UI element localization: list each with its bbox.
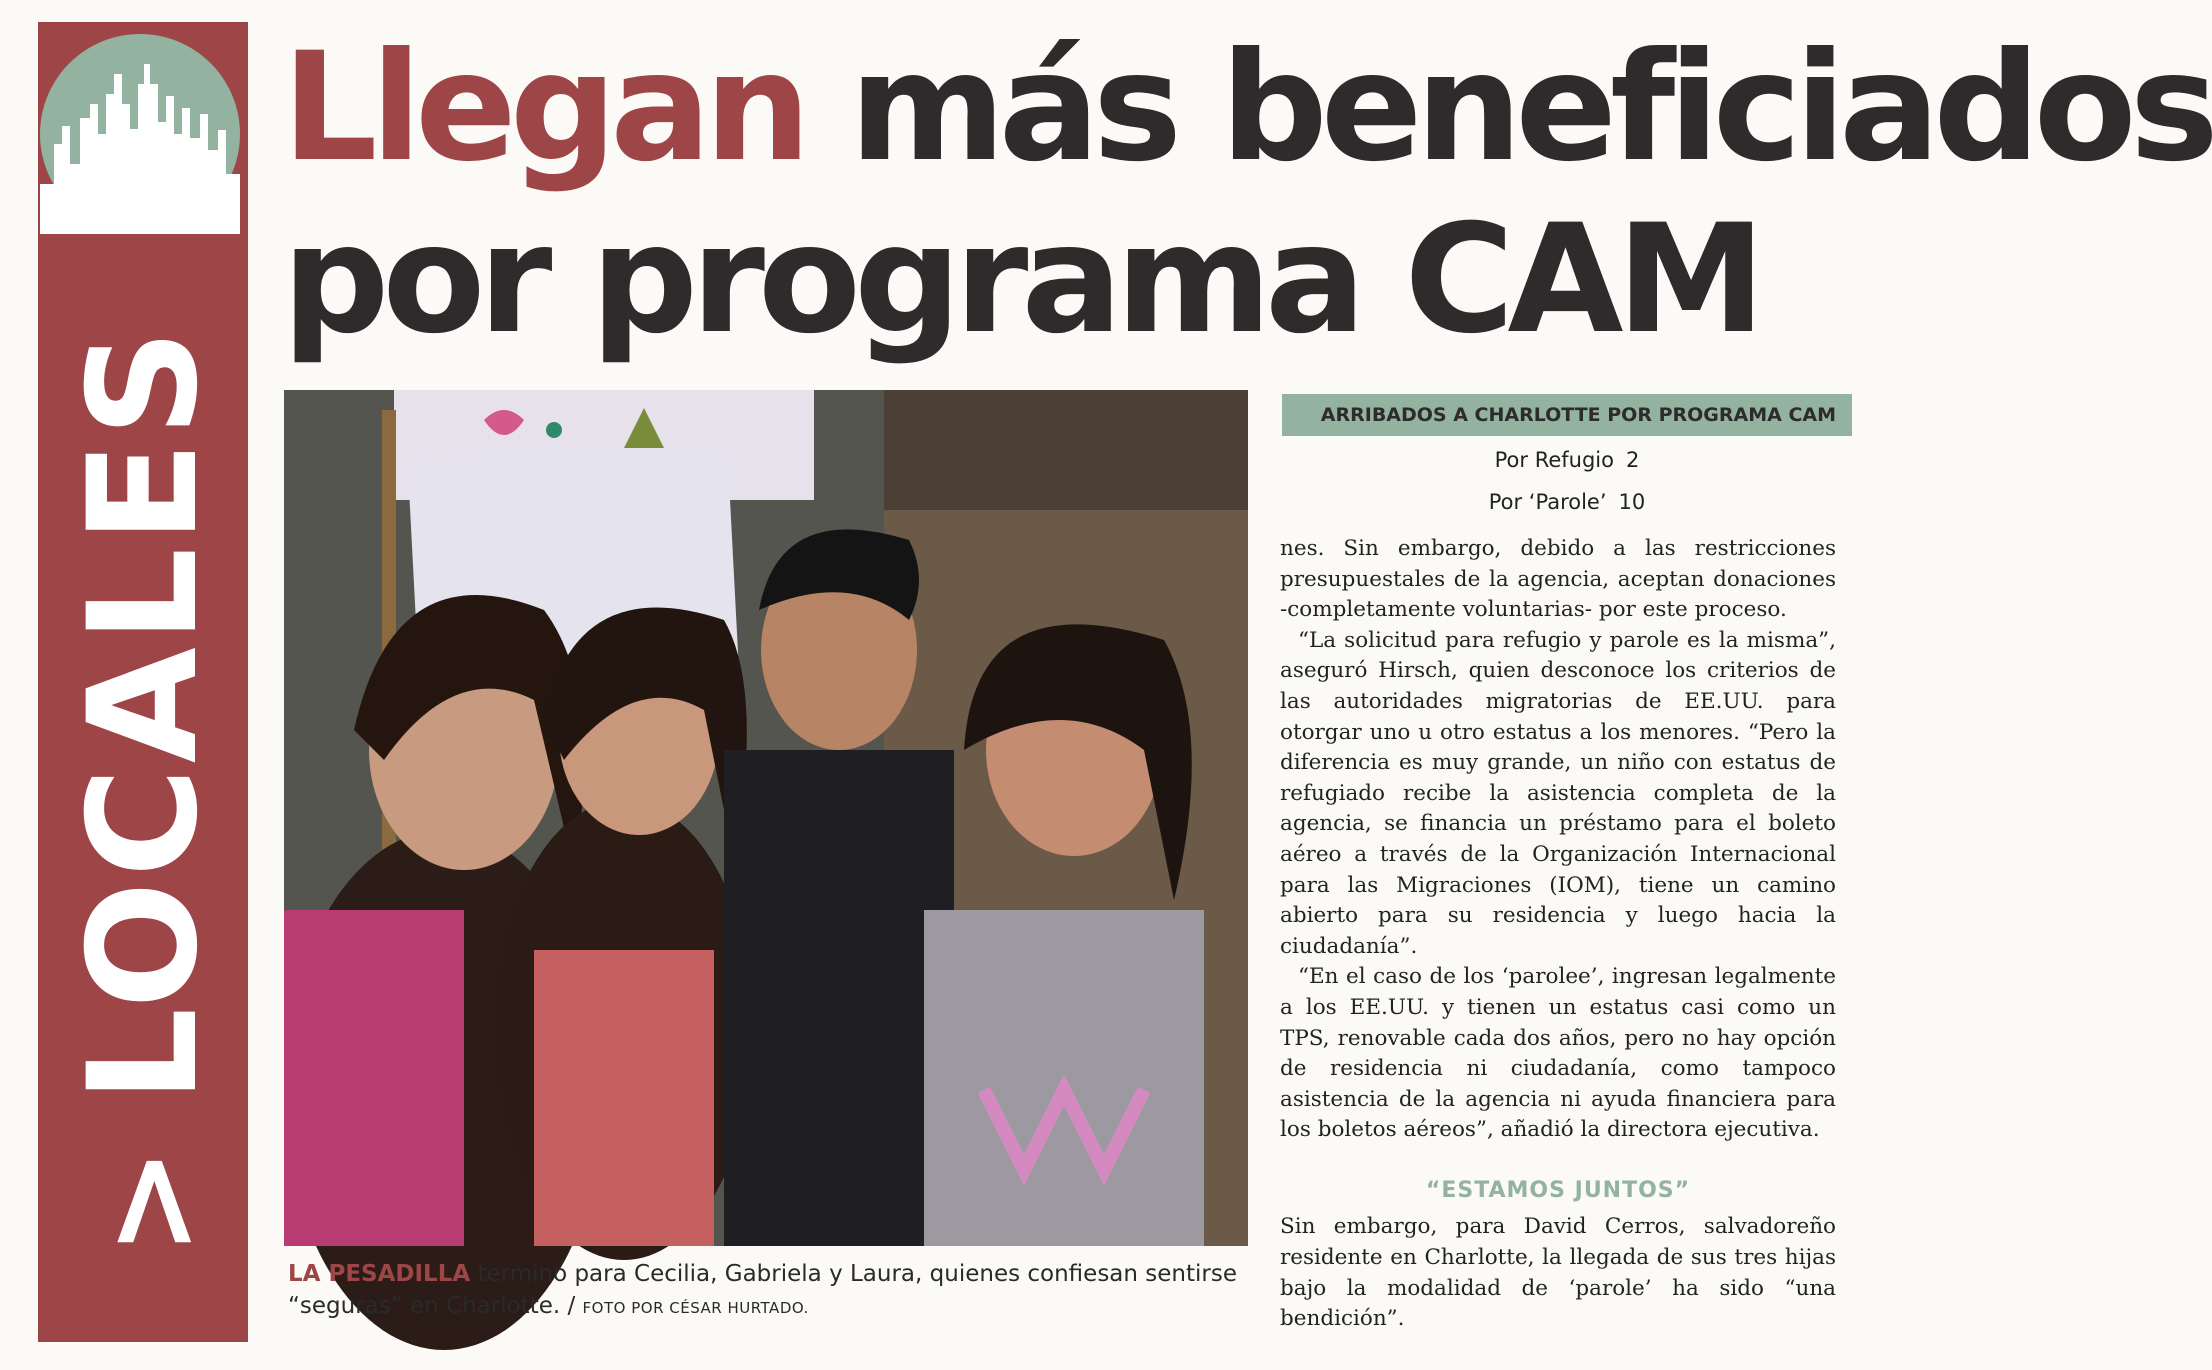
- body-paragraph: nes. Sin embargo, debido a las restricciones presupuestales de la agencia, aceptan donaciones -completamente voluntarias- por este proceso.: [1280, 536, 1836, 623]
- fact-value: 10: [1618, 490, 1646, 514]
- section-name: LOCALES: [57, 325, 231, 1104]
- headline: [282, 21, 2212, 367]
- fact-value: 2: [1625, 448, 1640, 472]
- body-paragraph: “La solicitud para refugio y parole es la misma”, aseguró Hirsch, quien desconoce los criterios de las autoridades migratorias de EE.UU. para otorgar uno u otro estatus a los menores. “Pero la diferencia es muy grande, un niño con estatus de refugiado recibe la asistencia completa de la agencia, se financia un préstamo para el boleto aéreo a través de la Organización Internacional para las Migraciones (IOM), tiene un camino abierto para su residencia y luego hacia la ciudadanía”.: [1280, 627, 1836, 959]
- fact-label: Por Refugio: [1494, 448, 1614, 472]
- fact-box-title: ARRIBADOS A CHARLOTTE POR PROGRAMA CAM: [1282, 394, 1852, 436]
- family-photo: [284, 390, 1248, 1246]
- city-skyline-icon: [40, 34, 240, 234]
- headline-rest: más beneficiados: [849, 21, 2212, 195]
- body-paragraph: “En el caso de los ‘parolee’, ingresan legalmente a los EE.UU. y tienen un estatus casi como un TPS, renovable cada dos años, pero no hay opción de residencia ni ciudadanía, como tampoco asistencia de la agencia ni ayuda financiera para los boletos aéreos”, añadió la directora ejecutiva.: [1280, 964, 1836, 1143]
- fact-label: Por ‘Parole’: [1488, 490, 1607, 514]
- headline-accent: Llegan: [282, 21, 805, 195]
- photo-caption: [288, 1258, 1258, 1324]
- article-body: [1280, 534, 1836, 1335]
- caption-lead: LA PESADILLA: [288, 1261, 471, 1287]
- headline-line-1: [282, 21, 2212, 195]
- headline-line-2: por programa CAM: [282, 193, 1759, 367]
- fact-row-refugio: [1282, 446, 1852, 474]
- photo-credit: FOTO POR CÉSAR HURTADO.: [582, 1299, 809, 1317]
- caption-text-2: “seguras” en Charlotte. /: [288, 1293, 576, 1319]
- chevron-right-icon: >: [74, 1143, 226, 1256]
- section-label: [46, 325, 248, 1256]
- caption-text-1: terminó para Cecilia, Gabriela y Laura, quienes confiesan sentirse: [477, 1261, 1237, 1287]
- body-paragraph: Sin embargo, para David Cerros, salvadoreño residente en Charlotte, la llegada de sus tres hijas bajo la modalidad de ‘parole’ ha sido “una bendición”.: [1280, 1214, 1836, 1332]
- fact-row-parole: [1282, 488, 1852, 516]
- section-subhead: “ESTAMOS JUNTOS”: [1425, 1177, 1691, 1203]
